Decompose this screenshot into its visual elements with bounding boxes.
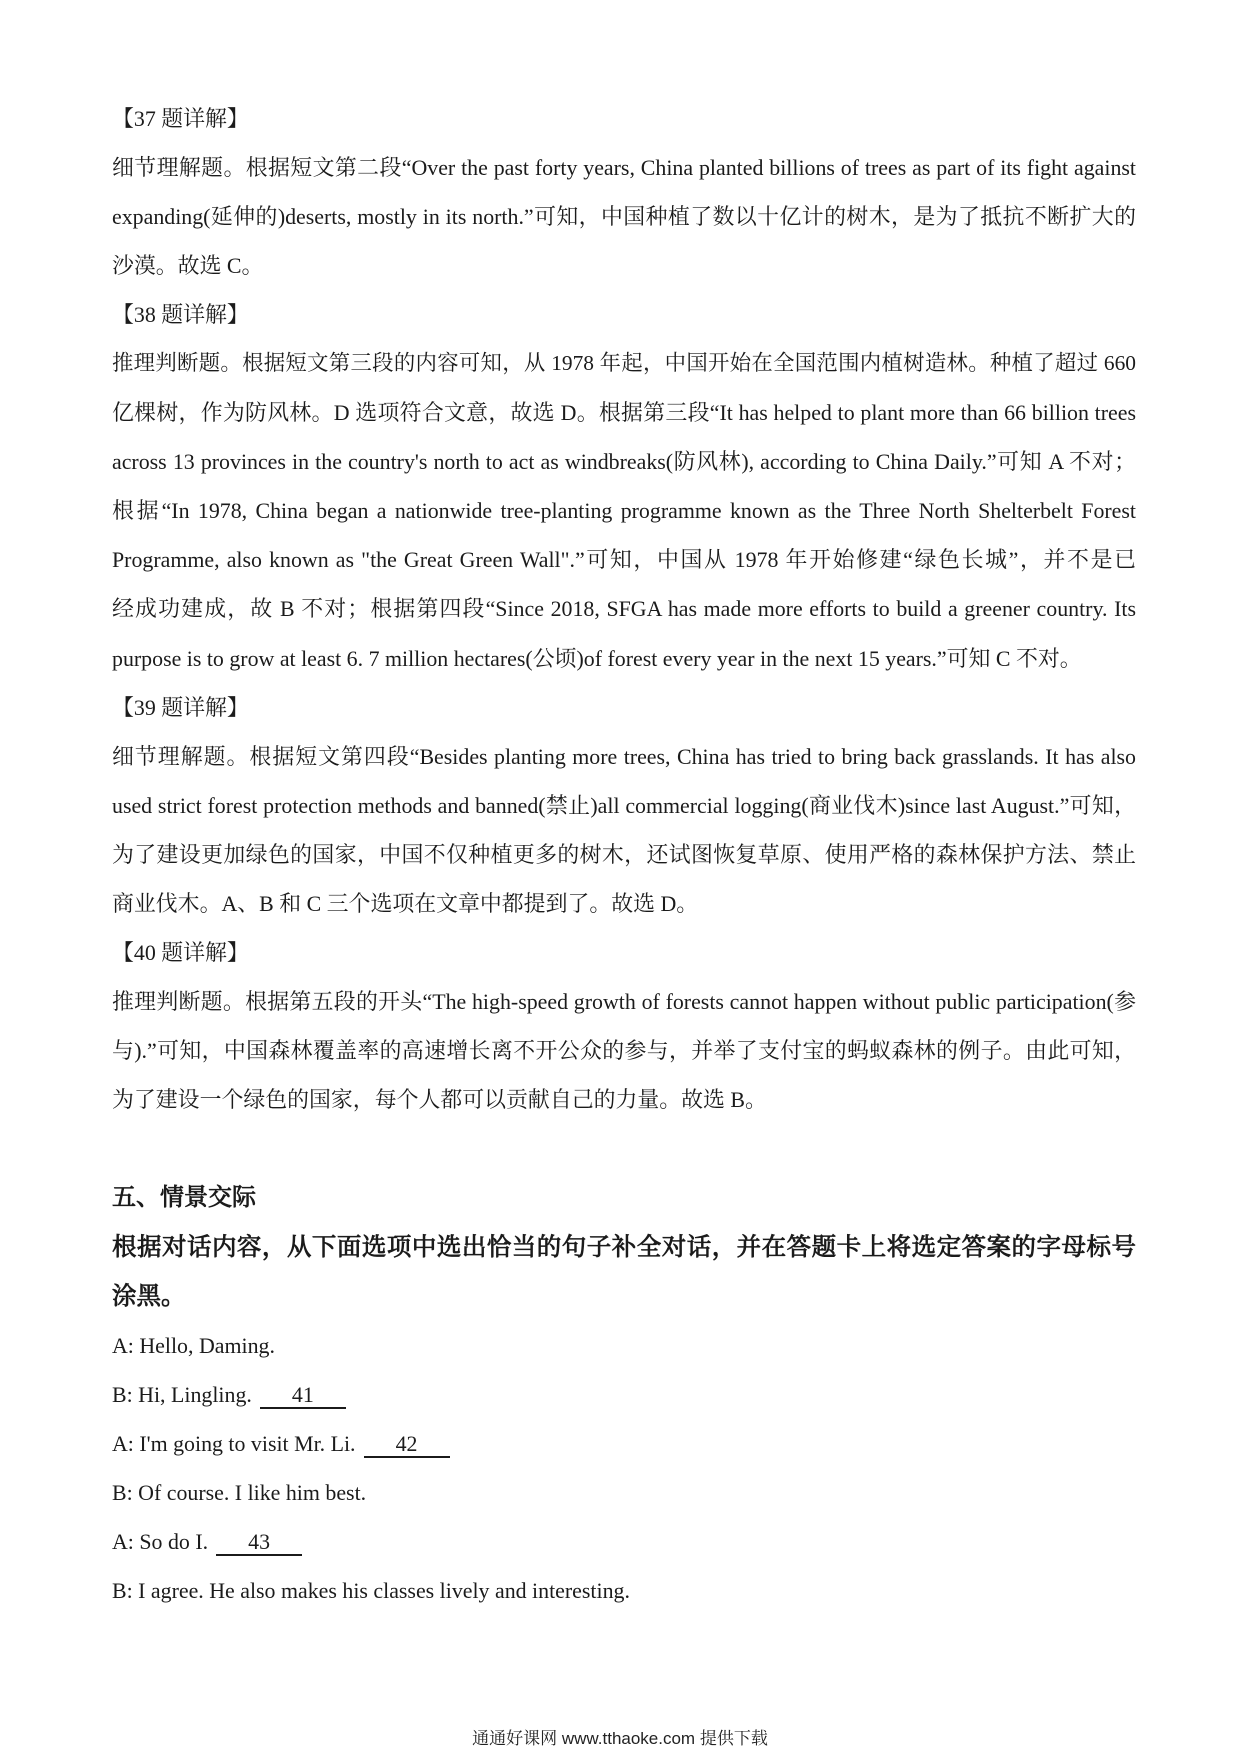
explanation-line: 为了建设更加绿色的国家，中国不仅种植更多的树木，还试图恢复草原、使用严格的森林保护方法、禁止 — [112, 841, 1136, 867]
explanation-line: across 13 provinces in the country's north to act as windbreaks(防风林), according to China Daily.”可知 A 不对； — [112, 449, 1136, 475]
dialogue-text: A: Hello, Daming. — [112, 1332, 275, 1358]
dialogue-text: A: I'm going to visit Mr. Li. — [112, 1431, 356, 1457]
explanation-line: 沙漠。故选 C。 — [112, 252, 264, 278]
explanation-heading: 【40 题详解】 — [112, 940, 249, 966]
dialogue-line — [112, 1370, 1136, 1419]
explanation-line: 推理判断题。根据第五段的开头“The high-speed growth of forests cannot happen without public participation(参 — [112, 989, 1136, 1015]
instruction-line: 涂黑。 — [112, 1282, 186, 1310]
instruction-line: 根据对话内容，从下面选项中选出恰当的句子补全对话，并在答题卡上将选定答案的字母标号 — [112, 1233, 1136, 1261]
explanation-block — [112, 928, 1136, 1124]
explanation-line: 推理判断题。根据短文第三段的内容可知，从 1978 年起，中国开始在全国范围内植树造林。种植了超过 660 — [112, 350, 1136, 375]
dialogue-line — [112, 1517, 1136, 1566]
dialogue-line — [112, 1419, 1136, 1468]
dialogue-line — [112, 1321, 1136, 1370]
explanation-line: purpose is to grow at least 6. 7 million hectares(公顷)of forest every year in the next 15 years.”可知 C 不对。 — [112, 645, 1082, 671]
explanation-line: 亿棵树，作为防风林。D 选项符合文意，故选 D。根据第三段“It has helped to plant more than 66 billion trees — [112, 400, 1136, 426]
dialogue-line — [112, 1566, 1136, 1615]
explanation-line: 商业伐木。A、B 和 C 三个选项在文章中都提到了。故选 D。 — [112, 891, 699, 916]
explanation-line: Programme, also known as "the Great Green Wall".”可知，中国从 1978 年开始修建“绿色长城”，并不是已 — [112, 547, 1136, 573]
explanation-line: 为了建设一个绿色的国家，每个人都可以贡献自己的力量。故选 B。 — [112, 1087, 767, 1113]
dialogue — [112, 1321, 1136, 1616]
explanation-heading: 【38 题详解】 — [112, 301, 249, 327]
explanation-heading: 【37 题详解】 — [112, 105, 249, 131]
answer-blank: 42 — [364, 1432, 450, 1458]
document-body — [112, 94, 1136, 1616]
explanation-line: 细节理解题。根据短文第四段“Besides planting more trees, China has tried to bring back grasslands. It has also — [112, 743, 1136, 769]
answer-blank: 41 — [260, 1383, 346, 1409]
footer-credit: 通通好课网 www.tthaoke.com 提供下载 — [472, 1729, 768, 1748]
explanation-line: 与).”可知，中国森林覆盖率的高速增长离不开公众的参与，并举了支付宝的蚂蚁森林的例子。由此可知， — [112, 1038, 1136, 1064]
section-header — [112, 1174, 1136, 1321]
dialogue-line — [112, 1468, 1136, 1517]
explanation-line: 经成功建成，故 B 不对；根据第四段“Since 2018, SFGA has made more efforts to build a greener country. Its — [112, 596, 1136, 622]
section-spacer — [112, 1124, 1136, 1173]
explanation-line: 根据“In 1978, China began a nationwide tree-planting programme known as the Three North Shelterbelt Forest — [112, 498, 1136, 524]
explanation-block — [112, 683, 1136, 928]
explanation-heading: 【39 题详解】 — [112, 694, 249, 720]
answer-blank: 43 — [216, 1530, 302, 1556]
explanation-block — [112, 290, 1136, 683]
dialogue-text: A: So do I. — [112, 1529, 209, 1555]
dialogue-text: B: I agree. He also makes his classes lively and interesting. — [112, 1578, 630, 1604]
explanation-line: used strict forest protection methods and banned(禁止)all commercial logging(商业伐木)since last August.”可知， — [112, 792, 1136, 818]
explanation-block — [112, 94, 1136, 290]
explanation-line: expanding(延伸的)deserts, mostly in its north.”可知，中国种植了数以十亿计的树木，是为了抵抗不断扩大的 — [112, 203, 1136, 229]
dialogue-text: B: Hi, Lingling. — [112, 1381, 252, 1407]
dialogue-text: B: Of course. I like him best. — [112, 1480, 367, 1506]
section-title: 五、情景交际 — [112, 1184, 256, 1211]
explanation-line: 细节理解题。根据短文第二段“Over the past forty years, China planted billions of trees as part of its fight against — [112, 154, 1136, 180]
